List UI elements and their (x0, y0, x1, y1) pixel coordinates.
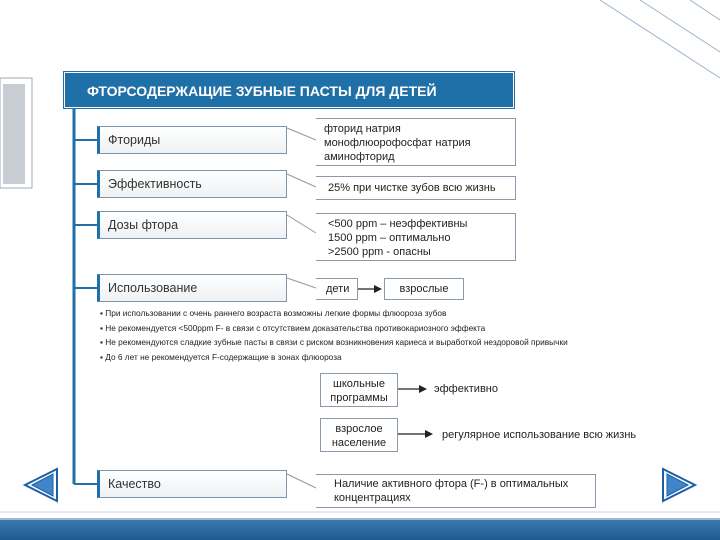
usage-adults-box: взрослые (384, 278, 464, 300)
program-adults-result: регулярное использование всю жизнь (442, 429, 637, 441)
arrow-head-icon (374, 285, 382, 293)
quality-text: Наличие активного фтора (F-) в оптимальных концентрациях (334, 478, 569, 504)
info-doses (316, 213, 516, 261)
connector-line (287, 474, 316, 488)
info-effectiveness (316, 176, 516, 200)
info-line: >2500 ppm - опасны (328, 246, 431, 258)
info-line: <500 ppm – неэффективны (328, 218, 468, 230)
category-quality: Качество (97, 470, 287, 498)
connector-line (287, 278, 316, 288)
category-effectiveness: Эффективность (97, 170, 287, 198)
program-school-box: школьные программы (320, 373, 398, 407)
connector-line (287, 128, 316, 140)
info-line: фторид натрия (324, 123, 401, 135)
note-item: ▪ До 6 лет не рекомендуется F-содержащие в зонах флюороза (100, 351, 342, 362)
note-item: ▪ Не рекомендуются сладкие зубные пасты в связи с риском возникновения кариеса и выработкой нездоровой привычки (100, 337, 568, 347)
bottom-bar (0, 520, 720, 540)
decor-line (600, 0, 720, 78)
note-item: ▪ При использовании с очень раннего возраста возможны легкие формы флюороза зубов (100, 308, 447, 318)
info-line: монофлюорофосфат натрия (324, 137, 471, 149)
info-line: 25% при чистке зубов всю жизнь (328, 182, 496, 194)
category-usage: Использование (97, 274, 287, 302)
notes-list (100, 306, 700, 364)
info-fluorides (316, 118, 516, 166)
usage-children-label: дети (326, 283, 350, 295)
usage-children-box (316, 278, 358, 300)
note-item: ▪ Не рекомендуется <500ppm F- в связи с отсутствием доказательства противокариозного эффекта (100, 322, 486, 333)
info-line: аминофторид (324, 151, 395, 163)
prev-slide-button[interactable] (22, 466, 60, 504)
category-fluorides: Фториды (97, 126, 287, 154)
page-title: ФТОРСОДЕРЖАЩИЕ ЗУБНЫЕ ПАСТЫ ДЛЯ ДЕТЕЙ (64, 72, 514, 108)
info-line: 1500 ppm – оптимально (328, 232, 451, 244)
program-school-result: эффективно (434, 383, 498, 395)
decor-line (640, 0, 720, 52)
decor-line (690, 0, 720, 20)
program-adults-box: взрослое население (320, 418, 398, 452)
category-doses: Дозы фтора (97, 211, 287, 239)
arrow-head-icon (419, 385, 427, 393)
connector-line (287, 215, 316, 233)
next-slide-button[interactable] (660, 466, 698, 504)
connector-line (287, 174, 316, 187)
info-quality (316, 474, 596, 508)
left-frame-fill (3, 84, 25, 184)
arrow-head-icon (425, 430, 433, 438)
